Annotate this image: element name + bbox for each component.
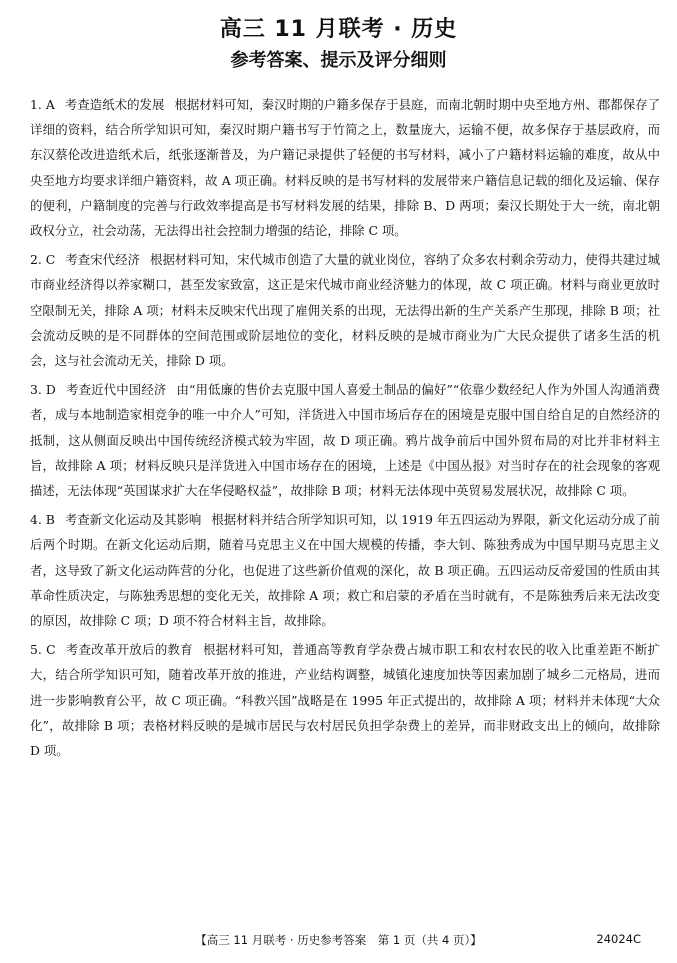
answer-item-3 (30, 377, 660, 503)
answer-number: 1. A (30, 97, 55, 112)
answer-item-1 (30, 92, 660, 243)
answer-item-2 (30, 247, 660, 373)
answer-item-4 (30, 507, 660, 633)
answer-text: 根据材料可知，普通高等教育学杂费占城市职工和农村农民的收入比重差距不断扩大，结合所学知识可知，随着改革开放的推进，产业结构调整，城镇化速度加快等因素加剧了城乡二元格局，进而进一步影响教育公平，故 C 项正确。“科教兴国”战略是在 1995 年正式提出的，故排除 A 项；材料并未体现“大众化”，故排除 B 项；表格材料反映的是城市居民与农村居民负担学杂费上的差异，而非财政支出上的倾向，故排除 D 项。 (30, 642, 661, 759)
answer-topic: 考查造纸术的发展 (64, 97, 165, 112)
page-subtitle: 参考答案、提示及评分细则 (230, 50, 447, 71)
answer-item-5 (30, 637, 660, 763)
answer-number: 4. B (30, 512, 55, 528)
answer-number: 5. C (30, 642, 56, 658)
answer-topic: 考查新文化运动及其影响 (64, 512, 202, 528)
answer-text: 根据材料可知，宋代城市创造了大量的就业岗位，容纳了众多农村剩余劳动力，使得共建过城市商业经济得以养家糊口，甚至发家致富，这正是宋代城市商业经济魅力的体现，故 C 项正确。材料与商业更放时空限制无关，排除 A 项；材料未反映宋代出现了雇佣关系的出现，无法得出新的生产关系产生那现，排除 B 项；社会流动反映的是不同群体的空间范围或阶层地位的变化，材料反映的是城市商业为广大民众提供了诸多生活的机会，这与社会流动无关，排除 D 项。 (30, 252, 661, 369)
answer-text: 根据材料并结合所学知识可知，以 1919 年五四运动为界限，新文化运动分成了前后两个时期。在新文化运动后期，随着马克思主义在中国大规模的传播，李大钊、陈独秀成为中国早期马克思主义者，这导致了新文化运动阵营的分化，也促进了这些新价值观的深化，故 B 项正确。五四运动反帝爱国的性质由其革命性质决定，与陈独秀思想的变化无关，故排除 A 项；救亡和启蒙的矛盾在当时就有，不是陈独秀后来无法改变的原因，故排除 C 项；D 项不符合材料主旨，故排除。 (30, 512, 661, 629)
page-title: 高三 11 月联考 · 历史 (219, 17, 458, 42)
answer-text: 根据材料可知，秦汉时期的户籍多保存于县庭，而南北朝时期中央至地方州、郡都保存了详细的资料，结合所学知识可知，秦汉时期户籍书写于竹简之上，数量庞大，运输不便，故多保存于基层政府，而东汉蔡伦改进造纸术后，纸张逐渐普及，为户籍记录提供了轻便的书写材料，减小了户籍材料运输的难度，故从中央至地方均要求详细户籍资料，故 A 项正确。材料反映的是书写材料的发展带来户籍信息记载的细化及运输、保存的便利，户籍制度的完善与行政效率提高是书写材料发展的结果，排除 B、D 两项；秦汉长期处于大一统，南北朝政权分立，社会动荡，无法得出社会控制力增强的结论，排除 C 项。 (30, 97, 661, 239)
answer-topic: 考查宋代经济 (65, 252, 140, 268)
answer-text: 由“用低廉的售价去克服中国人喜爱土制品的偏好”“依靠少数经纪人作为外国人沟通消费者，成与本地制造家相竞争的唯一中介人”可知，洋货进入中国市场后存在的困境是克服中国自给自足的自然经济的抵制，这从侧面反映出中国传统经济模式较为牢固，故 D 项正确。鸦片战争前后中国外贸布局的对比并非材料主旨，故排除 A 项；材料反映只是洋货进入中国市场存在的困境，上述是《中国丛报》对当时存在的社会现象的客观描述，无法体现“英国谋求扩大在华侵略权益”，故排除 B 项；材料无法体现中英贸易发展状况，故排除 C 项。 (30, 382, 660, 499)
answer-list (30, 92, 660, 767)
footer-page-info: 【高三 11 月联考 · 历史参考答案 第 1 页（共 4 页）】 (195, 933, 482, 947)
answer-topic: 考查近代中国经济 (65, 382, 167, 398)
page-footer (0, 932, 677, 952)
answer-number: 3. D (30, 382, 56, 398)
answer-number: 2. C (30, 252, 56, 268)
answer-topic: 考查改革开放后的教育 (65, 642, 193, 658)
footer-code: 24024C (596, 932, 641, 946)
